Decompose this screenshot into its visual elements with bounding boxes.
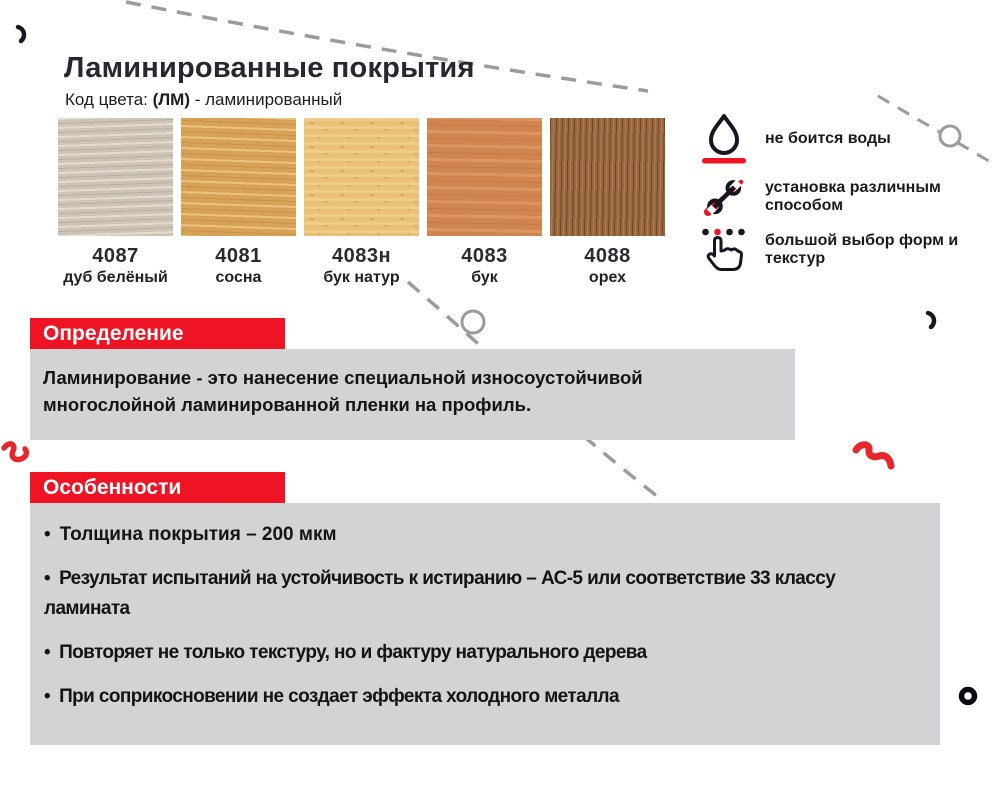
- red-squiggle-right: [856, 445, 891, 466]
- swatch-image-walnut: [550, 118, 665, 236]
- features-section-header: Особенности: [30, 472, 285, 503]
- swatch-image-bleached-oak: [58, 118, 173, 236]
- circle-marker-middle: [462, 311, 484, 333]
- swatch-card: [550, 118, 665, 287]
- swatch-name: бук натур: [323, 269, 400, 286]
- benefit-label: установка различным способом: [765, 179, 941, 214]
- swatch-code: 4083: [461, 245, 508, 267]
- benefits-list: [700, 112, 986, 283]
- swatch-name: бук: [471, 269, 498, 286]
- swatch-code: 4083н: [331, 245, 392, 267]
- hand-gesture-icon: [700, 228, 748, 272]
- swatch-code: 4087: [92, 245, 139, 267]
- swatch-name: орех: [588, 269, 627, 286]
- subtitle-prefix: Код цвета:: [65, 90, 153, 109]
- benefit-label: не боится воды: [765, 130, 891, 147]
- swatch-card: [181, 118, 296, 287]
- swatch-card: [304, 118, 419, 287]
- swatch-image-pine: [181, 118, 296, 236]
- swatch-name: сосна: [215, 269, 262, 286]
- benefit-item: [700, 112, 986, 166]
- feature-bullet: • При соприкосновении не создает эффекта холодного металла: [44, 682, 916, 712]
- benefit-item: [700, 177, 986, 217]
- comma-mark-right: [928, 313, 934, 327]
- swatch-image-natural-beech: [304, 118, 419, 236]
- tools-icon: [700, 177, 748, 217]
- benefit-label: большой выбор форм и текстур: [765, 232, 959, 267]
- subtitle-code: (ЛМ): [152, 90, 191, 109]
- water-drop-icon: [700, 112, 748, 166]
- red-squiggle-left: [4, 444, 26, 460]
- comma-mark-topleft: [18, 27, 24, 41]
- color-code-subtitle: [65, 90, 342, 110]
- swatch-name: дуб белёный: [63, 269, 168, 286]
- feature-bullet: • Повторяет не только текстуру, но и фактуру натурального дерева: [44, 638, 916, 668]
- feature-bullet: • Результат испытаний на устойчивость к истиранию – АС-5 или соответствие 33 классу ламината: [44, 564, 916, 624]
- features-bullet-list: [44, 520, 916, 712]
- swatch-code: 4081: [215, 245, 262, 267]
- swatch-grid: [58, 118, 665, 287]
- page-title: Ламинированные покрытия: [64, 52, 475, 84]
- subtitle-suffix: - ламинированный: [190, 90, 343, 109]
- definition-section-header: Определение: [30, 318, 285, 349]
- swatch-code: 4088: [584, 245, 631, 267]
- features-text-panel: [30, 503, 940, 745]
- ring-dot-bottomright: [962, 690, 975, 703]
- benefit-item: [700, 228, 986, 272]
- definition-text-panel: Ламинирование - это нанесение специальной износоустойчивой многослойной ламинированной пленки на профиль.: [30, 349, 795, 440]
- swatch-image-beech: [427, 118, 542, 236]
- swatch-card: [58, 118, 173, 287]
- feature-bullet: • Толщина покрытия – 200 мкм: [44, 520, 916, 550]
- swatch-card: [427, 118, 542, 287]
